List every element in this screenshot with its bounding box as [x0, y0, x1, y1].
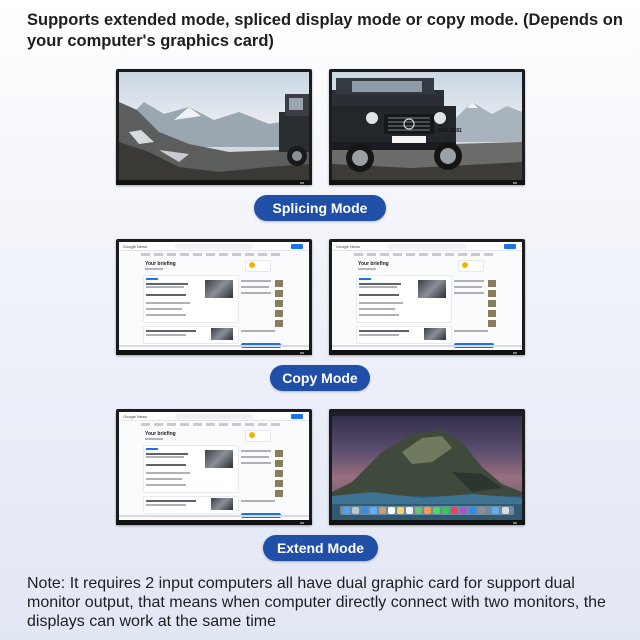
podcasts-icon: [460, 507, 467, 514]
mountain-landscape-graphic: [119, 72, 309, 182]
settings-icon: [478, 507, 485, 514]
maps-icon: [415, 507, 422, 514]
news-page-screen: Google News Your briefing: [119, 242, 309, 352]
facetime-icon: [442, 507, 449, 514]
monitor-splicing-right: [329, 69, 525, 185]
contacts-icon: [379, 507, 386, 514]
extend-mode-label: Extend Mode: [263, 535, 378, 561]
suv-image: [332, 72, 522, 182]
calendar-icon: [388, 507, 395, 514]
notes-icon: [397, 507, 404, 514]
monitor-extend-left: [116, 409, 312, 525]
monitor-extend-right: [329, 409, 525, 525]
monitor-copy-right: [329, 239, 525, 355]
note-text: Note: It requires 2 input computers all have dual graphic card for support dual monitor output, that means when computer directly connect with two monitors, the displays can work at the same time: [27, 575, 606, 630]
messages-icon: [433, 507, 440, 514]
news-heading: Your briefing: [358, 261, 389, 267]
suv-graphic: [332, 72, 522, 182]
launchpad-icon: [352, 507, 359, 514]
splicing-mode-label: Splicing Mode: [254, 195, 386, 221]
dock: [340, 506, 514, 515]
news-page-screen-extend: Google News Your briefing: [119, 412, 309, 522]
app-store-icon: [469, 507, 476, 514]
copy-mode-label: Copy Mode: [270, 365, 370, 391]
monitor-copy-left: [116, 239, 312, 355]
folder-icon: [492, 507, 499, 514]
macos-desktop-screen: [332, 412, 522, 522]
reminders-icon: [406, 507, 413, 514]
mountain-landscape-image: [119, 72, 309, 182]
monitor-splicing-left: [116, 69, 312, 185]
news-heading: Your briefing: [145, 261, 176, 267]
photos-icon: [424, 507, 431, 514]
headline: Supports extended mode, spliced display mode or copy mode. (Depends on your computer's graphics card): [27, 11, 623, 50]
license-plate: S-FL 3581: [438, 128, 462, 134]
news-heading: Your briefing: [145, 431, 176, 437]
news-page-screen-copy: Google News Your briefing: [332, 242, 522, 352]
finder-icon: [343, 507, 350, 514]
mail-icon: [370, 507, 377, 514]
trash-icon: [502, 507, 509, 514]
music-icon: [451, 507, 458, 514]
safari-icon: [361, 507, 368, 514]
